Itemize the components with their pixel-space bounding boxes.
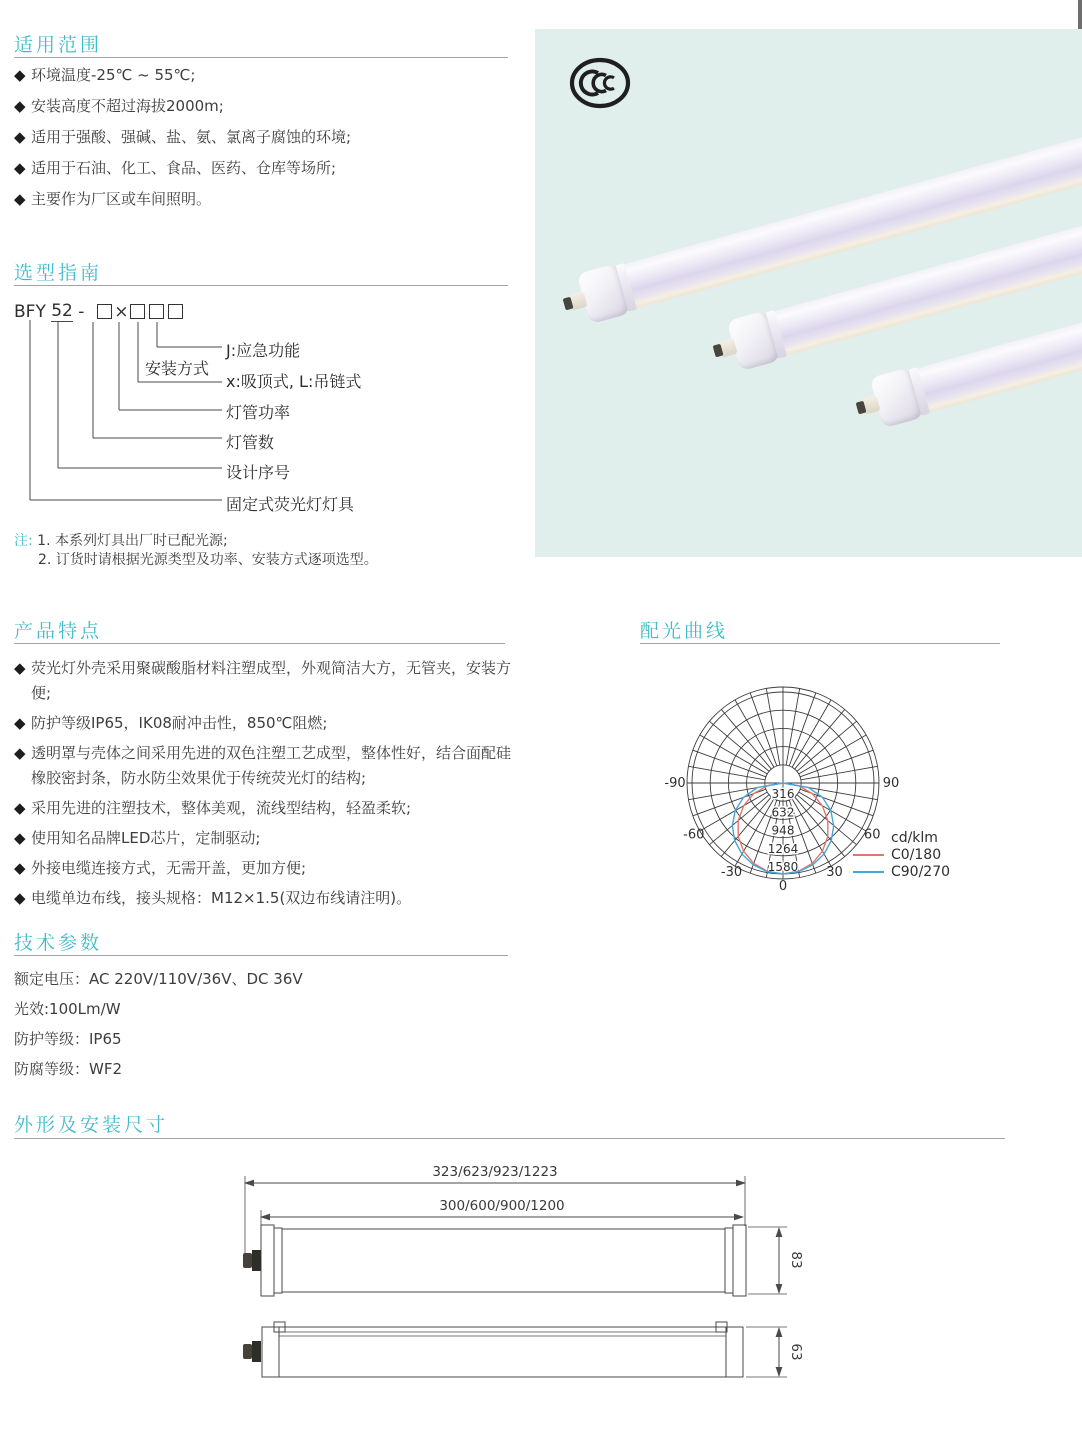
list-item: ◆ 电缆单边布线，接头规格：M12×1.5(双边布线请注明)。 [14,886,512,911]
product-photo [535,29,1082,557]
legend-entry-c0-180: C0/180 [853,847,950,863]
divider [14,643,505,644]
tree-label-design-no: 设计序号 [226,463,291,482]
list-item: ◆ 适用于石油、化工、食品、医药、仓库等场所; [14,159,337,177]
diamond-bullet-icon: ◆ [14,889,26,907]
svg-text:1264: 1264 [767,841,799,856]
diamond-bullet-icon: ◆ [14,859,26,877]
cable-gland [243,1253,252,1268]
param-luminous-efficacy: 光效:100Lm/W [14,1000,121,1018]
list-item: ◆ 外接电缆连接方式，无需开盖，更加方便; [14,856,512,881]
list-item: ◆ 环境温度-25℃ ~ 55℃; [14,66,196,84]
tree-label-tube-count: 灯管数 [226,433,275,452]
scope-list [14,64,514,219]
param-ip-rating: 防护等级：IP65 [14,1030,122,1048]
divider [14,57,508,58]
diamond-bullet-icon: ◆ [14,66,26,84]
svg-text:316: 316 [771,787,795,802]
svg-text:30: 30 [826,865,843,881]
svg-text:948: 948 [771,823,795,838]
section-title-selection: 选型指南 [14,262,103,284]
diamond-bullet-icon: ◆ [14,799,26,817]
svg-text:60: 60 [863,827,881,843]
note-label: 注: [14,533,33,549]
diamond-bullet-icon: ◆ [14,659,26,677]
dim-inner-label: 300/600/900/1200 [439,1198,565,1214]
svg-text:1580: 1580 [767,860,799,874]
tree-label-power: 灯管功率 [226,403,291,422]
model-code: BFY 52 - × [14,301,185,322]
light-distribution-chart [650,658,1080,903]
dim-height-bottom-label: 63 [788,1343,804,1361]
params-list [14,968,303,1088]
tree-label-emergency: J:应急功能 [226,341,301,360]
section-title-scope: 适用范围 [14,34,103,56]
dim-height-top-label: 83 [788,1251,804,1269]
svg-text:0: 0 [778,879,788,894]
selection-note-1: 注: 1. 本系列灯具出厂时已配光源; [14,533,228,549]
multiply-sign: × [114,301,129,322]
legend-entry-c90-270: C90/270 [853,864,950,880]
diamond-bullet-icon: ◆ [14,97,26,115]
svg-text:632: 632 [771,805,795,820]
list-item: ◆ 透明罩与壳体之间采用先进的双色注塑工艺成型，整体性好，结合面配硅橡胶密封条，防水防尘效果优于传统荧光灯的结构; [14,741,512,791]
legend-units: cd/klm [891,830,938,846]
model-series: 52 [51,301,73,321]
dimension-drawing [230,1160,810,1420]
tree-label-mount-caption: 安装方式 [145,359,210,378]
svg-text:-60: -60 [683,827,705,843]
legend-line-blue [853,871,884,873]
svg-text:-90: -90 [664,776,686,791]
section-title-dimensions: 外形及安装尺寸 [14,1114,169,1136]
chart-legend [853,827,951,881]
features-list [14,656,512,916]
diamond-bullet-icon: ◆ [14,128,26,146]
svg-text:90: 90 [882,776,900,791]
divider [640,643,1000,644]
section-title-curve: 配光曲线 [640,620,729,642]
tree-label-mount: x:吸顶式, L:吊链式 [226,372,362,391]
list-item: ◆ 使用知名品牌LED芯片，定制驱动; [14,826,512,851]
legend-line-red [853,854,884,856]
list-item: ◆ 采用先进的注塑技术，整体美观，流线型结构，轻盈柔软; [14,796,512,821]
list-item: ◆ 适用于强酸、强碱、盐、氨、氯离子腐蚀的环境; [14,128,352,146]
diamond-bullet-icon: ◆ [14,744,26,762]
section-title-params: 技术参数 [14,932,103,954]
page-edge-artifact [1078,0,1082,29]
diamond-bullet-icon: ◆ [14,829,26,847]
cable-gland [243,1344,252,1359]
list-item: ◆ 安装高度不超过海拔2000m; [14,97,224,115]
tube-body [917,310,1082,413]
diamond-bullet-icon: ◆ [14,159,26,177]
selection-note-2: 2. 订货时请根据光源类型及功率、安装方式逐项选型。 [38,552,378,568]
divider [14,1138,1005,1139]
divider [14,955,508,956]
section-title-features: 产品特点 [14,620,103,642]
ccc-certification-icon [568,56,632,112]
list-item: ◆ 防护等级IP65，IK08耐冲击性，850℃阻燃; [14,711,512,736]
list-item: ◆ 荧光灯外壳采用聚碳酸脂材料注塑成型，外观简洁大方，无管夹，安装方便; [14,656,512,706]
param-corrosion-rating: 防腐等级：WF2 [14,1060,123,1078]
param-rated-voltage: 额定电压：AC 220V/110V/36V、DC 36V [14,970,303,988]
svg-text:-30: -30 [720,865,743,881]
model-prefix: BFY [14,301,46,322]
list-item: ◆ 主要作为厂区或车间照明。 [14,190,212,208]
dim-outer-label: 323/623/923/1223 [432,1164,558,1180]
tree-label-fixture: 固定式荧光灯灯具 [226,495,355,514]
diamond-bullet-icon: ◆ [14,190,26,208]
diamond-bullet-icon: ◆ [14,714,26,732]
divider [14,285,508,286]
